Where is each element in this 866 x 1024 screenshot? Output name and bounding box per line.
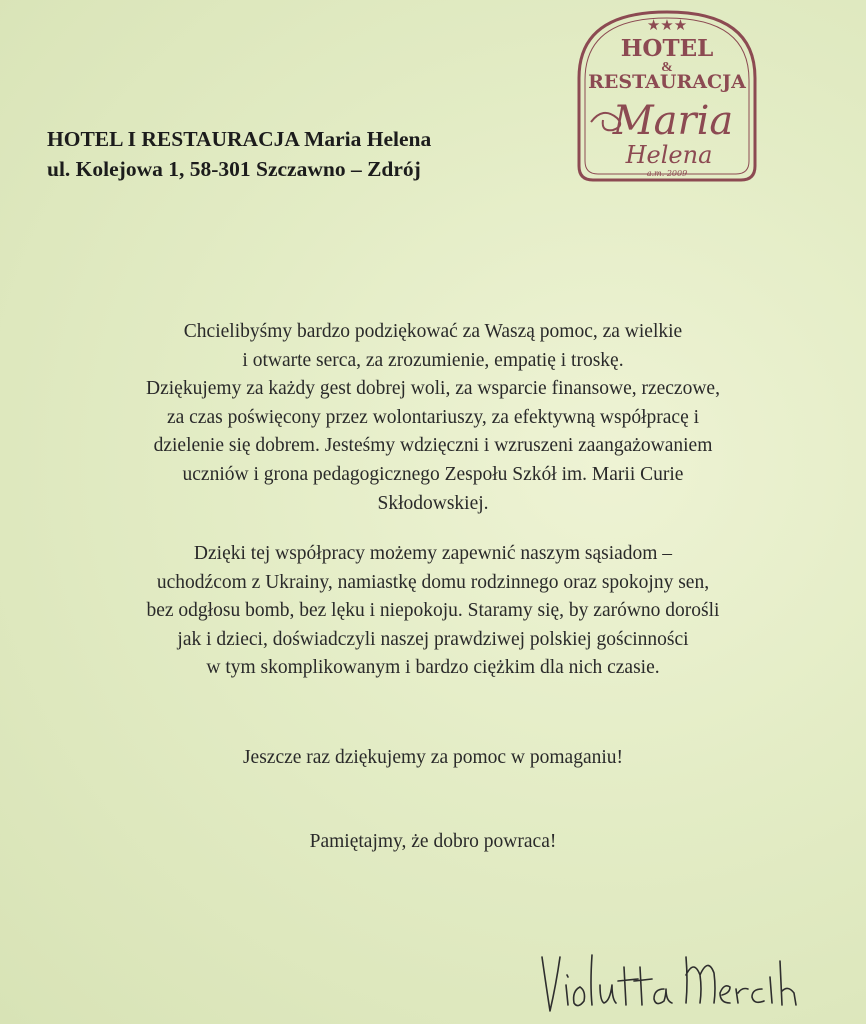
text-line: Dziękujemy za każdy gest dobrej woli, za wsparcie finansowe, rzeczowe, xyxy=(146,378,720,400)
closing-motto xyxy=(30,828,836,857)
logo-hotel-text: HOTEL xyxy=(620,35,714,62)
logo-maria-text: Maria xyxy=(612,98,734,144)
handwritten-signature xyxy=(538,945,808,1020)
closing-thanks xyxy=(30,744,836,773)
logo-ampersand: & xyxy=(661,60,673,75)
hotel-logo-emblem xyxy=(573,6,761,188)
hotel-address: ul. Kolejowa 1, 58-301 Szczawno – Zdrój xyxy=(47,157,421,181)
text-line: jak i dzieci, doświadczyli naszej prawdziwej polskiej gościnności xyxy=(177,628,689,650)
text-line: uczniów i grona pedagogicznego Zespołu Szkół im. Marii Curie xyxy=(182,463,684,485)
logo-stars: ★★★ xyxy=(646,18,688,34)
text-line: Pamiętajmy, że dobro powraca! xyxy=(309,831,557,852)
logo-since-text: a.m. 2009 xyxy=(646,169,688,178)
text-line: dzielenie się dobrem. Jesteśmy wdzięczni i wzruszeni zaangażowaniem xyxy=(153,435,713,457)
logo-restauracja-text: RESTAURACJA xyxy=(588,71,746,93)
text-line: uchodźcom z Ukrainy, namiastkę domu rodzinnego oraz spokojny sen, xyxy=(156,571,710,593)
letterhead xyxy=(47,124,431,184)
logo-helena-text: Helena xyxy=(625,141,713,169)
text-line: Jeszcze raz dziękujemy za pomoc w pomaganiu! xyxy=(242,747,624,768)
text-line: za czas poświęcony przez wolontariuszy, za efektywną współpracę i xyxy=(166,406,700,428)
text-line: w tym skomplikowanym i bardzo ciężkim dla nich czasie. xyxy=(206,657,660,679)
text-line: Skłodowskiej. xyxy=(377,492,489,514)
text-line: i otwarte serca, za zrozumienie, empatię i troskę. xyxy=(242,349,624,371)
hotel-name: HOTEL I RESTAURACJA Maria Helena xyxy=(47,127,432,151)
text-line: Dzięki tej współpracy możemy zapewnić naszym sąsiadom – xyxy=(193,543,673,564)
text-line: Chcielibyśmy bardzo podziękować za Waszą pomoc, za wielkie xyxy=(183,321,683,342)
text-line: bez odgłosu bomb, bez lęku i niepokoju. Staramy się, by zarówno dorośli xyxy=(146,600,720,622)
paragraph-thanks xyxy=(30,318,836,518)
hotel-logo xyxy=(573,6,761,188)
paragraph-cooperation xyxy=(30,540,836,683)
